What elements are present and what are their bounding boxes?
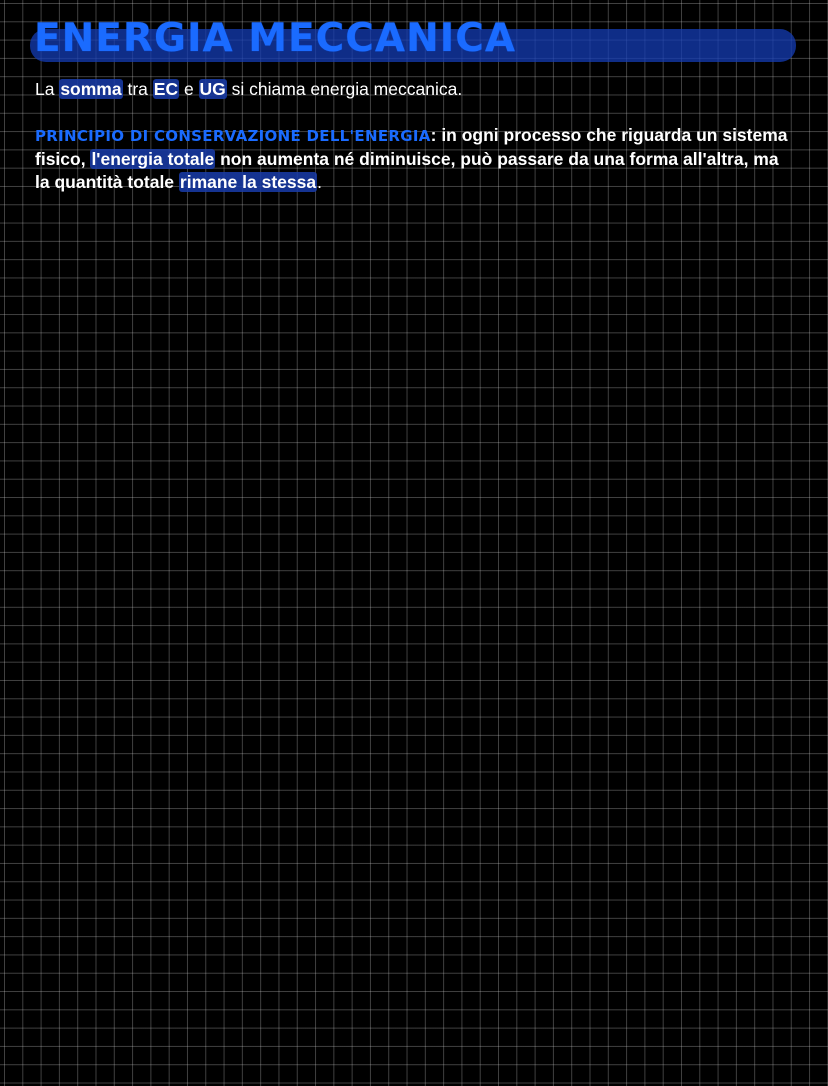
text: La	[35, 79, 60, 99]
highlight-energia-totale: l'energia totale	[91, 149, 215, 169]
principle-heading: PRINCIPIO DI CONSERVAZIONE DELL'ENERGIA	[35, 127, 431, 145]
highlight-ec: EC	[153, 79, 179, 99]
highlight-ug: UG	[199, 79, 226, 99]
highlight-rimane-la-stessa: rimane la stessa	[179, 172, 317, 192]
paragraph-principle	[35, 124, 795, 194]
highlight-somma: somma	[60, 79, 122, 99]
text: e	[179, 79, 199, 99]
text: si chiama energia meccanica.	[226, 79, 463, 99]
text: non aumenta né diminuisce, può passare da una forma all'altra, ma la quantità totale	[35, 149, 779, 192]
text: tra	[122, 79, 153, 99]
paragraph-definition	[35, 78, 795, 101]
text: .	[317, 172, 322, 192]
page-title: ENERGIA MECCANICA	[34, 16, 517, 61]
content	[35, 78, 795, 194]
text: : in ogni processo che riguarda un sistema fisico,	[35, 125, 788, 169]
paragraph-spacer	[35, 101, 795, 124]
